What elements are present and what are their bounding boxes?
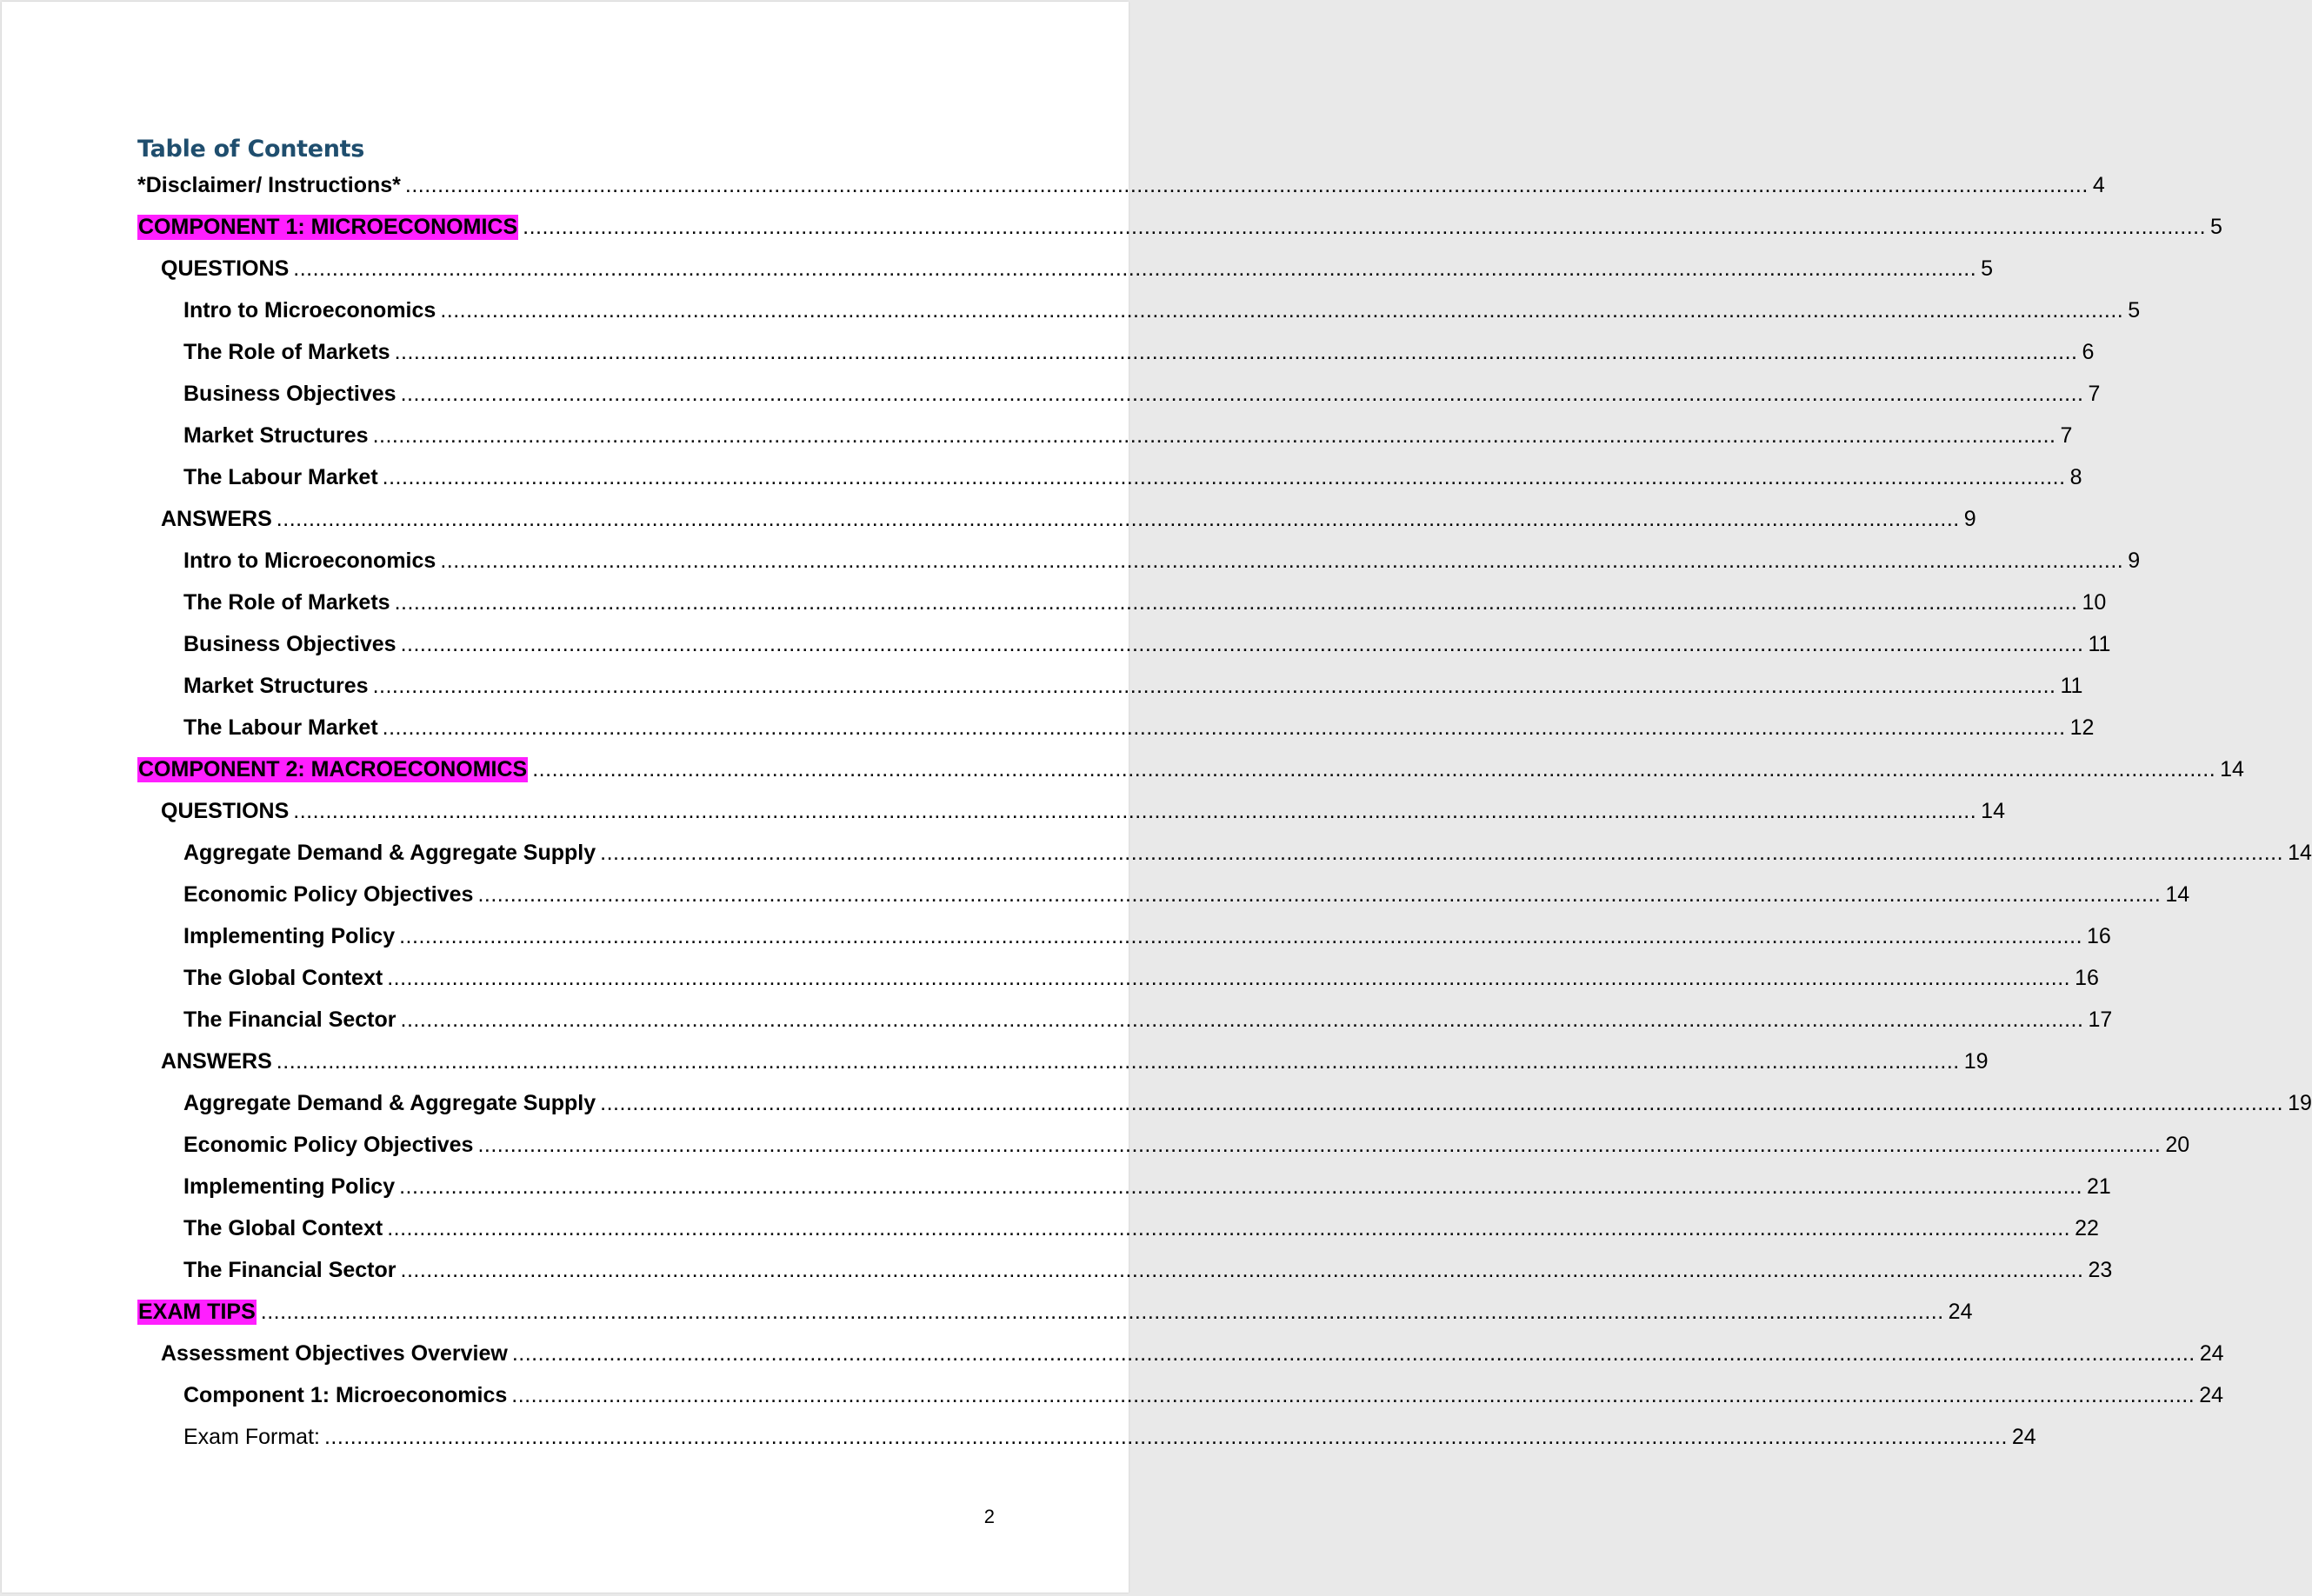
toc-entry-label: The Role of Markets — [183, 340, 390, 364]
toc-page-number: 22 — [2075, 1216, 2099, 1240]
toc-entry-questions[interactable] — [161, 799, 2005, 830]
toc-leader-dots: .................................................................................................................................................................................................................................................................... — [382, 465, 2066, 489]
toc-page-number: 19 — [1963, 1049, 1989, 1074]
toc-entry-label: Implementing Policy — [183, 924, 396, 948]
toc-entry-answers[interactable] — [161, 507, 1976, 538]
toc-page-number: 24 — [2199, 1341, 2224, 1366]
toc-leader-dots: .................................................................................................................................................................................................................................................................... — [372, 423, 2056, 448]
toc-entry-role-of-markets[interactable] — [183, 340, 2095, 371]
toc-entry-label: ANSWERS — [161, 507, 272, 531]
toc-page-number: 9 — [1963, 507, 1976, 531]
toc-entry-label: Business Objectives — [183, 632, 396, 656]
toc-entry-label: Market Structures — [183, 674, 369, 698]
toc-entry-label: ANSWERS — [161, 1049, 272, 1074]
toc-leader-dots: .................................................................................................................................................................................................................................................................... — [477, 1133, 2162, 1157]
toc-entry-component-2[interactable] — [137, 757, 2244, 788]
toc-page-number: 11 — [2060, 674, 2083, 698]
toc-leader-dots: .................................................................................................................................................................................................................................................................... — [440, 298, 2124, 323]
toc-page-number: 5 — [2128, 298, 2141, 323]
toc-entry-label: The Financial Sector — [183, 1258, 396, 1282]
toc-entry-label: Exam Format: — [183, 1425, 320, 1449]
toc-entry-global-context[interactable] — [183, 966, 2099, 997]
toc-entry-labour-market[interactable] — [183, 715, 2095, 747]
toc-entry-global-context[interactable] — [183, 1216, 2099, 1247]
toc-entry-label: Market Structures — [183, 423, 369, 448]
toc-leader-dots: .................................................................................................................................................................................................................................................................... — [293, 256, 1977, 281]
toc-entry-intro-micro[interactable] — [183, 298, 2141, 329]
toc-page-number: 17 — [2088, 1007, 2113, 1032]
toc-entry-exam-format[interactable] — [183, 1425, 2036, 1456]
toc-entry-label: COMPONENT 1: MICROECONOMICS — [138, 215, 518, 239]
toc-leader-dots: .................................................................................................................................................................................................................................................................... — [276, 1049, 1960, 1074]
toc-page-number: 10 — [2082, 590, 2107, 615]
toc-entry-label: Implementing Policy — [183, 1174, 396, 1199]
toc-entry-label: The Labour Market — [183, 715, 378, 740]
toc-page-number: 24 — [1948, 1300, 1973, 1324]
toc-entry-business-objectives[interactable] — [183, 632, 2111, 663]
toc-page-number: 7 — [2060, 423, 2073, 448]
toc-page-number: 21 — [2087, 1174, 2111, 1199]
toc-leader-dots: .................................................................................................................................................................................................................................................................... — [260, 1300, 1944, 1324]
toc-entry-label: Business Objectives — [183, 382, 396, 406]
toc-entry-economic-policy-objectives[interactable] — [183, 882, 2190, 914]
toc-entry-label: EXAM TIPS — [138, 1300, 256, 1324]
toc-page-number: 16 — [2075, 966, 2099, 990]
toc-page-number: 14 — [2165, 882, 2190, 907]
toc-leader-dots: .................................................................................................................................................................................................................................................................... — [323, 1425, 2008, 1449]
toc-title: Table of Contents — [137, 136, 365, 163]
toc-leader-dots: .................................................................................................................................................................................................................................................................... — [600, 841, 2284, 865]
toc-entry-exam-tips[interactable] — [137, 1300, 1973, 1331]
toc-entry-label: Assessment Objectives Overview — [161, 1341, 508, 1366]
toc-entry-assessment-objectives[interactable] — [161, 1341, 2224, 1373]
toc-entry-label: The Global Context — [183, 966, 383, 990]
toc-page-number: 23 — [2088, 1258, 2113, 1282]
toc-leader-dots: .................................................................................................................................................................................................................................................................... — [523, 215, 2207, 239]
toc-entry-economic-policy-objectives[interactable] — [183, 1133, 2190, 1164]
toc-page-number: 24 — [2199, 1383, 2223, 1407]
toc-entry-ad-as[interactable] — [183, 841, 2312, 872]
toc-entry-label: Economic Policy Objectives — [183, 882, 474, 907]
toc-leader-dots: .................................................................................................................................................................................................................................................................... — [400, 1258, 2084, 1282]
toc-entry-label: *Disclaimer/ Instructions* — [137, 173, 401, 197]
toc-leader-dots: .................................................................................................................................................................................................................................................................... — [394, 340, 2078, 364]
toc-entry-component-1[interactable] — [137, 215, 2222, 246]
toc-entry-market-structures[interactable] — [183, 674, 2083, 705]
toc-entry-label: COMPONENT 2: MACROECONOMICS — [138, 757, 528, 781]
toc-page-number: 12 — [2069, 715, 2095, 740]
toc-leader-dots: .................................................................................................................................................................................................................................................................... — [382, 715, 2066, 740]
toc-entry-label: Aggregate Demand & Aggregate Supply — [183, 1091, 596, 1115]
toc-entry-label: Intro to Microeconomics — [183, 298, 436, 323]
toc-entry-label: Intro to Microeconomics — [183, 549, 436, 573]
toc-leader-dots: .................................................................................................................................................................................................................................................................... — [372, 674, 2056, 698]
toc-entry-label: QUESTIONS — [161, 799, 290, 823]
toc-entry-ad-as[interactable] — [183, 1091, 2312, 1122]
toc-leader-dots: .................................................................................................................................................................................................................................................................... — [477, 882, 2162, 907]
toc-page-number: 6 — [2082, 340, 2095, 364]
toc-leader-dots: .................................................................................................................................................................................................................................................................... — [532, 757, 2216, 781]
toc-leader-dots: .................................................................................................................................................................................................................................................................... — [399, 1174, 2083, 1199]
toc-page-number: 5 — [1981, 256, 1994, 281]
toc-leader-dots: .................................................................................................................................................................................................................................................................... — [404, 173, 2089, 197]
toc-page-number: 14 — [1981, 799, 2005, 823]
toc-page-number: 24 — [2011, 1425, 2036, 1449]
toc-entry-disclaimer[interactable] — [137, 173, 2105, 204]
toc-entry-label: Component 1: Microeconomics — [183, 1383, 508, 1407]
toc-entry-answers[interactable] — [161, 1049, 1989, 1081]
toc-entry-financial-sector[interactable] — [183, 1007, 2113, 1039]
toc-page-number: 5 — [2210, 215, 2222, 239]
toc-leader-dots: .................................................................................................................................................................................................................................................................... — [511, 1341, 2195, 1366]
toc-leader-dots: .................................................................................................................................................................................................................................................................... — [600, 1091, 2284, 1115]
toc-page-number: 16 — [2087, 924, 2111, 948]
toc-page-number: 20 — [2165, 1133, 2190, 1157]
toc-leader-dots: .................................................................................................................................................................................................................................................................... — [387, 1216, 2071, 1240]
toc-entry-market-structures[interactable] — [183, 423, 2073, 455]
toc-entry-implementing-policy[interactable] — [183, 1174, 2111, 1206]
toc-leader-dots: .................................................................................................................................................................................................................................................................... — [399, 924, 2083, 948]
toc-entry-label: The Role of Markets — [183, 590, 390, 615]
toc-entry-business-objectives[interactable] — [183, 382, 2101, 413]
toc-entry-financial-sector[interactable] — [183, 1258, 2113, 1289]
toc-entry-label: The Financial Sector — [183, 1007, 396, 1032]
toc-entry-questions[interactable] — [161, 256, 1994, 288]
toc-leader-dots: .................................................................................................................................................................................................................................................................... — [511, 1383, 2195, 1407]
toc-page-number: 19 — [2288, 1091, 2312, 1115]
toc-page-number: 14 — [2288, 841, 2312, 865]
toc-entry-intro-micro[interactable] — [183, 549, 2141, 580]
toc-leader-dots: .................................................................................................................................................................................................................................................................... — [400, 632, 2084, 656]
toc-entry-component-1-micro[interactable] — [183, 1383, 2223, 1414]
toc-leader-dots: .................................................................................................................................................................................................................................................................... — [293, 799, 1977, 823]
toc-entry-label: Aggregate Demand & Aggregate Supply — [183, 841, 596, 865]
toc-leader-dots: .................................................................................................................................................................................................................................................................... — [400, 1007, 2084, 1032]
toc-page-number: 14 — [2220, 757, 2244, 781]
page-number: 2 — [983, 1506, 995, 1527]
toc-entry-role-of-markets[interactable] — [183, 590, 2107, 622]
toc-leader-dots: .................................................................................................................................................................................................................................................................... — [400, 382, 2084, 406]
toc-entry-label: QUESTIONS — [161, 256, 290, 281]
document-page — [2, 2, 2312, 1593]
toc-entry-implementing-policy[interactable] — [183, 924, 2111, 955]
toc-entry-label: Economic Policy Objectives — [183, 1133, 474, 1157]
toc-entry-label: The Global Context — [183, 1216, 383, 1240]
toc-leader-dots: .................................................................................................................................................................................................................................................................... — [394, 590, 2078, 615]
toc-entry-label: The Labour Market — [183, 465, 378, 489]
toc-leader-dots: .................................................................................................................................................................................................................................................................... — [440, 549, 2124, 573]
toc-page-number: 11 — [2088, 632, 2111, 656]
toc-page-number: 8 — [2069, 465, 2082, 489]
toc-leader-dots: .................................................................................................................................................................................................................................................................... — [387, 966, 2071, 990]
toc-leader-dots: .................................................................................................................................................................................................................................................................... — [276, 507, 1960, 531]
toc-page-number: 4 — [2092, 173, 2105, 197]
toc-entry-labour-market[interactable] — [183, 465, 2082, 496]
toc-page-number: 9 — [2128, 549, 2141, 573]
toc-page-number: 7 — [2088, 382, 2101, 406]
